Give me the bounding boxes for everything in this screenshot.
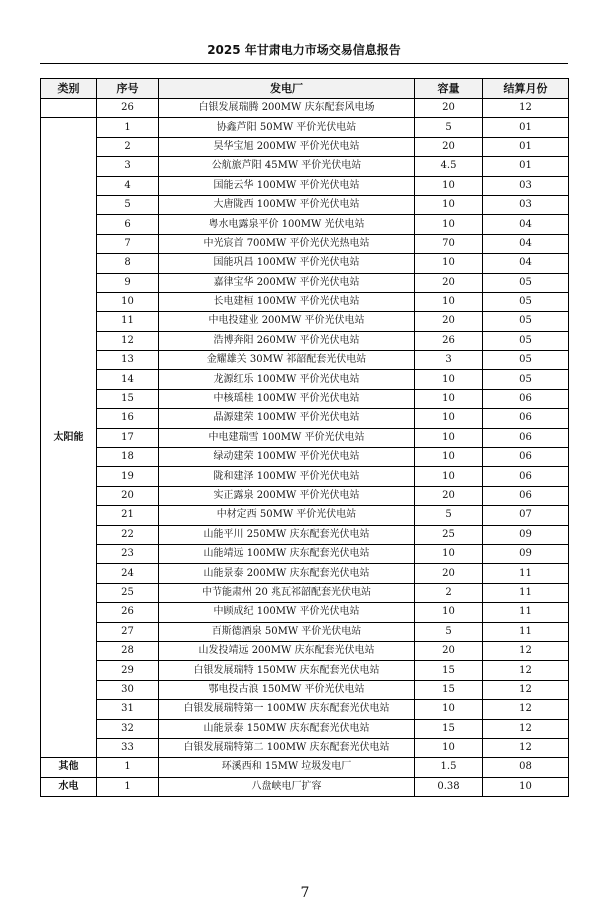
plant-name: 白银发展瑞特第二 100MW 庆东配套光伏电站 xyxy=(159,738,415,757)
column-header-settlement-month: 结算月份 xyxy=(483,79,569,99)
row-index: 1 xyxy=(97,118,159,137)
table-row xyxy=(41,176,569,195)
settlement-month: 06 xyxy=(483,428,569,447)
table-row xyxy=(41,195,569,214)
row-index: 32 xyxy=(97,719,159,738)
plant-name: 大唐陇西 100MW 平价光伏电站 xyxy=(159,195,415,214)
plant-name: 嘉律宝华 200MW 平价光伏电站 xyxy=(159,273,415,292)
table-row xyxy=(41,583,569,602)
column-header-category: 类别 xyxy=(41,79,97,99)
row-index: 3 xyxy=(97,157,159,176)
plant-name: 中节能肃州 20 兆瓦祁韶配套光伏电站 xyxy=(159,583,415,602)
settlement-month: 12 xyxy=(483,680,569,699)
row-index: 2 xyxy=(97,137,159,156)
capacity-value: 15 xyxy=(415,661,483,680)
capacity-value: 15 xyxy=(415,719,483,738)
page-number: 7 xyxy=(300,885,310,901)
settlement-month: 11 xyxy=(483,603,569,622)
plant-name: 山能靖远 100MW 庆东配套光伏电站 xyxy=(159,544,415,563)
capacity-value: 10 xyxy=(415,544,483,563)
plant-name: 公航旅芦阳 45MW 平价光伏电站 xyxy=(159,157,415,176)
capacity-value: 20 xyxy=(415,312,483,331)
plant-name: 龙源红乐 100MW 平价光伏电站 xyxy=(159,370,415,389)
column-header-capacity: 容量 xyxy=(415,79,483,99)
capacity-value: 10 xyxy=(415,370,483,389)
settlement-month: 01 xyxy=(483,157,569,176)
capacity-value: 10 xyxy=(415,409,483,428)
table-row xyxy=(41,544,569,563)
capacity-value: 10 xyxy=(415,738,483,757)
table-row xyxy=(41,564,569,583)
row-index: 17 xyxy=(97,428,159,447)
row-index: 30 xyxy=(97,680,159,699)
plant-name: 国能巩昌 100MW 平价光伏电站 xyxy=(159,254,415,273)
settlement-month: 12 xyxy=(483,661,569,680)
plant-name: 中电投建业 200MW 平价光伏电站 xyxy=(159,312,415,331)
table-row xyxy=(41,603,569,622)
plant-name: 白银发展瑞特第一 100MW 庆东配套光伏电站 xyxy=(159,700,415,719)
column-header-index: 序号 xyxy=(97,79,159,99)
row-index: 26 xyxy=(97,603,159,622)
settlement-month: 04 xyxy=(483,254,569,273)
header-divider xyxy=(40,63,568,64)
plant-name: 长电建桓 100MW 平价光伏电站 xyxy=(159,292,415,311)
table-row xyxy=(41,719,569,738)
row-index: 4 xyxy=(97,176,159,195)
row-index: 9 xyxy=(97,273,159,292)
table-row xyxy=(41,622,569,641)
table-row xyxy=(41,331,569,350)
row-index: 23 xyxy=(97,544,159,563)
column-header-plant: 发电厂 xyxy=(159,79,415,99)
capacity-value: 5 xyxy=(415,506,483,525)
capacity-value: 10 xyxy=(415,448,483,467)
table-row xyxy=(41,99,569,118)
settlement-month: 12 xyxy=(483,700,569,719)
row-index: 15 xyxy=(97,389,159,408)
table-row xyxy=(41,254,569,273)
plant-name: 山能景泰 150MW 庆东配套光伏电站 xyxy=(159,719,415,738)
settlement-month: 05 xyxy=(483,370,569,389)
settlement-month: 03 xyxy=(483,195,569,214)
row-index: 27 xyxy=(97,622,159,641)
table-row xyxy=(41,758,569,777)
table-row xyxy=(41,506,569,525)
plant-name: 八盘峡电厂扩容 xyxy=(159,777,415,796)
row-index: 1 xyxy=(97,758,159,777)
row-index: 26 xyxy=(97,99,159,118)
category-cell: 其他 xyxy=(41,758,97,777)
capacity-value: 10 xyxy=(415,603,483,622)
settlement-month: 07 xyxy=(483,506,569,525)
capacity-value: 10 xyxy=(415,176,483,195)
settlement-month: 06 xyxy=(483,467,569,486)
category-cell-empty xyxy=(41,99,97,118)
plant-name: 实正露泉 200MW 平价光伏电站 xyxy=(159,486,415,505)
table-row xyxy=(41,312,569,331)
table-row xyxy=(41,661,569,680)
plant-name: 鄂电投古浪 150MW 平价光伏电站 xyxy=(159,680,415,699)
settlement-month: 06 xyxy=(483,486,569,505)
capacity-value: 26 xyxy=(415,331,483,350)
settlement-month: 12 xyxy=(483,641,569,660)
table-row xyxy=(41,486,569,505)
settlement-month: 12 xyxy=(483,719,569,738)
settlement-table xyxy=(40,78,569,797)
table-row xyxy=(41,738,569,757)
settlement-month: 06 xyxy=(483,448,569,467)
table-body xyxy=(41,99,569,797)
settlement-month: 10 xyxy=(483,777,569,796)
row-index: 22 xyxy=(97,525,159,544)
capacity-value: 2 xyxy=(415,583,483,602)
capacity-value: 3 xyxy=(415,351,483,370)
row-index: 7 xyxy=(97,234,159,253)
settlement-month: 06 xyxy=(483,389,569,408)
settlement-month: 05 xyxy=(483,273,569,292)
capacity-value: 10 xyxy=(415,195,483,214)
row-index: 16 xyxy=(97,409,159,428)
capacity-value: 10 xyxy=(415,215,483,234)
table-row xyxy=(41,157,569,176)
capacity-value: 10 xyxy=(415,292,483,311)
table-row xyxy=(41,370,569,389)
row-index: 19 xyxy=(97,467,159,486)
plant-name: 山能景泰 200MW 庆东配套光伏电站 xyxy=(159,564,415,583)
plant-name: 陇和建泽 100MW 平价光伏电站 xyxy=(159,467,415,486)
row-index: 21 xyxy=(97,506,159,525)
plant-name: 山发投靖远 200MW 庆东配套光伏电站 xyxy=(159,641,415,660)
plant-name: 协鑫芦阳 50MW 平价光伏电站 xyxy=(159,118,415,137)
capacity-value: 10 xyxy=(415,700,483,719)
plant-name: 国能云华 100MW 平价光伏电站 xyxy=(159,176,415,195)
row-index: 13 xyxy=(97,351,159,370)
capacity-value: 10 xyxy=(415,254,483,273)
plant-name: 环溪西和 15MW 垃圾发电厂 xyxy=(159,758,415,777)
capacity-value: 20 xyxy=(415,137,483,156)
plant-name: 中材定西 50MW 平价光伏电站 xyxy=(159,506,415,525)
row-index: 33 xyxy=(97,738,159,757)
table-row xyxy=(41,525,569,544)
capacity-value: 10 xyxy=(415,467,483,486)
capacity-value: 0.38 xyxy=(415,777,483,796)
row-index: 29 xyxy=(97,661,159,680)
settlement-month: 08 xyxy=(483,758,569,777)
table-row xyxy=(41,215,569,234)
capacity-value: 20 xyxy=(415,99,483,118)
plant-name: 白银发展瑞腾 200MW 庆东配套风电场 xyxy=(159,99,415,118)
plant-name: 晶源建荣 100MW 平价光伏电站 xyxy=(159,409,415,428)
plant-name: 昊华宝旭 200MW 平价光伏电站 xyxy=(159,137,415,156)
row-index: 28 xyxy=(97,641,159,660)
capacity-value: 70 xyxy=(415,234,483,253)
capacity-value: 10 xyxy=(415,428,483,447)
settlement-month: 05 xyxy=(483,292,569,311)
row-index: 20 xyxy=(97,486,159,505)
table-row xyxy=(41,118,569,137)
capacity-value: 20 xyxy=(415,486,483,505)
plant-name: 中核瑶桂 100MW 平价光伏电站 xyxy=(159,389,415,408)
settlement-month: 05 xyxy=(483,351,569,370)
settlement-month: 04 xyxy=(483,234,569,253)
table-row xyxy=(41,234,569,253)
settlement-month: 09 xyxy=(483,525,569,544)
capacity-value: 4.5 xyxy=(415,157,483,176)
row-index: 8 xyxy=(97,254,159,273)
settlement-month: 11 xyxy=(483,583,569,602)
capacity-value: 25 xyxy=(415,525,483,544)
settlement-month: 12 xyxy=(483,99,569,118)
plant-name: 粤水电露泉平价 100MW 光伏电站 xyxy=(159,215,415,234)
settlement-month: 06 xyxy=(483,409,569,428)
table-header-row xyxy=(41,79,569,99)
table-row xyxy=(41,641,569,660)
settlement-month: 03 xyxy=(483,176,569,195)
capacity-value: 20 xyxy=(415,641,483,660)
category-cell: 水电 xyxy=(41,777,97,796)
settlement-month: 12 xyxy=(483,738,569,757)
page-title: 2025 年甘肃电力市场交易信息报告 xyxy=(207,43,401,57)
row-index: 24 xyxy=(97,564,159,583)
row-index: 18 xyxy=(97,448,159,467)
capacity-value: 1.5 xyxy=(415,758,483,777)
table-row xyxy=(41,273,569,292)
settlement-month: 01 xyxy=(483,137,569,156)
plant-name: 中顾成纪 100MW 平价光伏电站 xyxy=(159,603,415,622)
row-index: 31 xyxy=(97,700,159,719)
plant-name: 浩博奔阳 260MW 平价光伏电站 xyxy=(159,331,415,350)
plant-name: 白银发展瑞特 150MW 庆东配套光伏电站 xyxy=(159,661,415,680)
table-row xyxy=(41,137,569,156)
table-row xyxy=(41,409,569,428)
plant-name: 百斯德酒泉 50MW 平价光伏电站 xyxy=(159,622,415,641)
plant-name: 绿动建荣 100MW 平价光伏电站 xyxy=(159,448,415,467)
settlement-month: 04 xyxy=(483,215,569,234)
settlement-month: 09 xyxy=(483,544,569,563)
settlement-month: 11 xyxy=(483,564,569,583)
capacity-value: 20 xyxy=(415,273,483,292)
row-index: 14 xyxy=(97,370,159,389)
table-row xyxy=(41,351,569,370)
plant-name: 金耀雄关 30MW 祁韶配套光伏电站 xyxy=(159,351,415,370)
capacity-value: 5 xyxy=(415,622,483,641)
row-index: 5 xyxy=(97,195,159,214)
row-index: 6 xyxy=(97,215,159,234)
table-row xyxy=(41,467,569,486)
settlement-month: 01 xyxy=(483,118,569,137)
plant-name: 中电建瑞雪 100MW 平价光伏电站 xyxy=(159,428,415,447)
settlement-month: 05 xyxy=(483,312,569,331)
settlement-month: 05 xyxy=(483,331,569,350)
table-row xyxy=(41,777,569,796)
capacity-value: 10 xyxy=(415,389,483,408)
plant-name: 中光宸首 700MW 平价光伏光热电站 xyxy=(159,234,415,253)
capacity-value: 20 xyxy=(415,564,483,583)
row-index: 11 xyxy=(97,312,159,331)
category-cell: 太阳能 xyxy=(41,118,97,758)
table-row xyxy=(41,448,569,467)
row-index: 10 xyxy=(97,292,159,311)
settlement-month: 11 xyxy=(483,622,569,641)
table-row xyxy=(41,680,569,699)
table-row xyxy=(41,389,569,408)
table-row xyxy=(41,700,569,719)
row-index: 1 xyxy=(97,777,159,796)
row-index: 25 xyxy=(97,583,159,602)
table-row xyxy=(41,292,569,311)
capacity-value: 15 xyxy=(415,680,483,699)
row-index: 12 xyxy=(97,331,159,350)
capacity-value: 5 xyxy=(415,118,483,137)
table-row xyxy=(41,428,569,447)
plant-name: 山能平川 250MW 庆东配套光伏电站 xyxy=(159,525,415,544)
